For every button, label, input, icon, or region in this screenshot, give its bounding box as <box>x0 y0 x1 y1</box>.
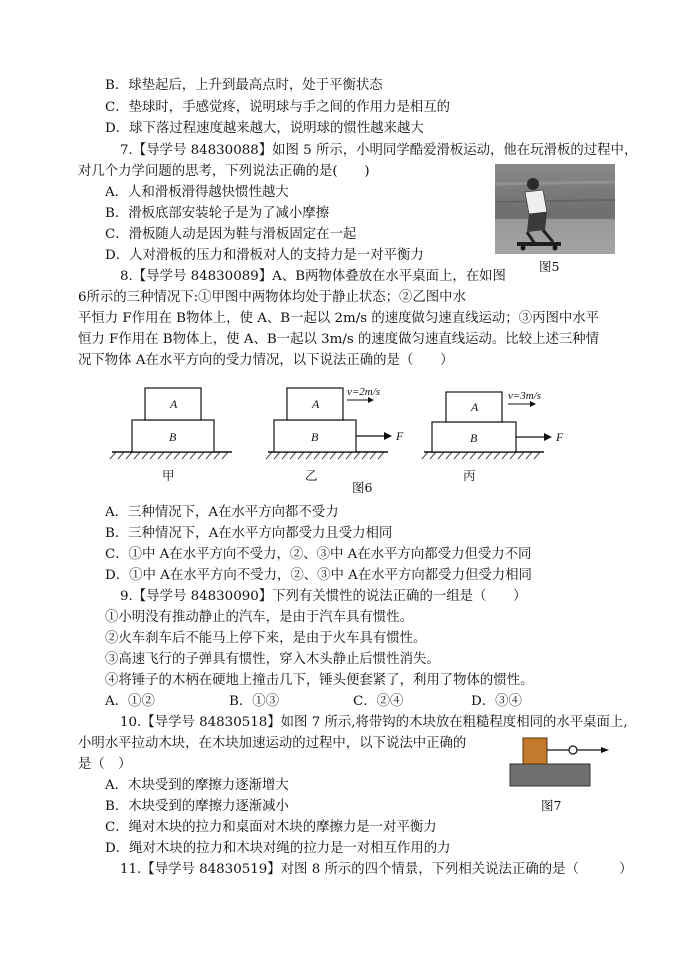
figure-7-diagram <box>505 732 615 788</box>
q10-option-b: B．木块受到的摩擦力逐渐减小 <box>105 799 289 814</box>
q9-option-b: B．①③ <box>229 694 280 709</box>
q7-stem: 7.【导学号 84830088】如图 5 所示，小明同学酷爱滑板运动，他在玩滑板的过程中， <box>120 143 638 158</box>
block-a-label-jia: A <box>170 397 178 411</box>
q10-option-a: A．木块受到的摩擦力逐渐增大 <box>105 778 289 793</box>
q8-stem-cont2: 平恒力 F作用在 B物体上，使 A、B一起以 2m/s 的速度做匀速直线运动；③丙图中水平 <box>78 311 600 326</box>
q8-stem: 8.【导学号 84830089】A、B两物体叠放在水平桌面上，在如图 <box>120 269 506 284</box>
diagram-bing <box>422 390 564 459</box>
diagram-jia <box>110 388 232 459</box>
q10-option-d: D．绳对木块的拉力和木块对绳的拉力是一对相互作用的力 <box>105 841 451 856</box>
q7-option-b: B．滑板底部安装轮子是为了减小摩擦 <box>105 206 330 221</box>
q9-statement-4: ④将锤子的木柄在硬地上撞击几下，锤头便套紧了，利用了物体的惯性。 <box>105 673 534 688</box>
q8-option-b: B．三种情况下，A在水平方向都受力且受力相同 <box>105 526 393 541</box>
force-label-bing: F <box>556 430 564 444</box>
figure-7-caption: 图7 <box>541 798 562 813</box>
q7-stem-cont: 对几个力学问题的思考，下列说法正确的是( ) <box>78 164 370 179</box>
q8-option-a: A．三种情况下，A在水平方向都不受力 <box>105 505 339 520</box>
figure-6-label-jia: 甲 <box>162 468 175 483</box>
hook-ring <box>569 746 577 754</box>
q9-options <box>105 692 522 712</box>
q7-option-a: A．人和滑板滑得越快惯性越大 <box>105 185 289 200</box>
figure-6-label-yi: 乙 <box>305 468 318 483</box>
q8-stem-cont1: 6所示的三种情况下:①甲图中两物体均处于静止状态；②乙图中水 <box>78 290 466 305</box>
tabletop <box>510 764 590 786</box>
block-b-label-bing: B <box>470 431 478 445</box>
q9-option-d: D．③④ <box>471 694 522 709</box>
q9-stem: 9.【导学号 84830090】下列有关惯性的说法正确的一组是（ ） <box>120 589 527 604</box>
q9-option-a: A．①② <box>105 694 155 709</box>
q9-statement-1: ①小明没有推动静止的汽车，是由于汽车具有惯性。 <box>105 610 413 625</box>
figure-6-label-bing: 丙 <box>463 468 476 483</box>
block-a-label-yi: A <box>312 397 320 411</box>
velocity-label-bing: v=3m/s <box>508 390 542 402</box>
q8-stem-cont4: 况下物体 A在水平方向的受力情况，以下说法正确的是（ ） <box>78 353 454 368</box>
block-a-label-bing: A <box>471 400 479 414</box>
q11-stem: 11.【导学号 84830519】对图 8 所示的四个情景，下列相关说法正确的是（ ） <box>120 862 633 877</box>
force-label-yi: F <box>396 429 404 443</box>
diagram-yi <box>266 386 404 459</box>
velocity-label-yi: v=2m/s <box>347 386 381 398</box>
wooden-block <box>523 738 547 764</box>
q7-option-d: D．人对滑板的压力和滑板对人的支持力是一对平衡力 <box>105 248 424 263</box>
figure-6-caption: 图6 <box>352 480 373 495</box>
q10-stem-cont1: 小明水平拉动木块，在木块加速运动的过程中，以下说法中正确的 <box>78 736 467 751</box>
q9-statement-2: ②火车刹车后不能马上停下来，是由于火车具有惯性。 <box>105 631 427 646</box>
q9-statement-3: ③高速飞行的子弹具有惯性，穿入木头静止后惯性消失。 <box>105 652 440 667</box>
q10-stem: 10.【导学号 84830518】如图 7 所示,将带钩的木块放在粗糙程度相同的水平桌面上, <box>120 715 628 730</box>
skateboard-photo <box>495 164 615 254</box>
q8-option-d: D．①中 A在水平方向不受力，②、③中 A在水平方向都受力但受力相同 <box>105 568 532 583</box>
q7-option-c: C．滑板随人动是因为鞋与滑板固定在一起 <box>105 227 357 242</box>
q9-option-c: C．②④ <box>353 694 404 709</box>
q10-option-c: C．绳对木块的拉力和桌面对木块的摩擦力是一对平衡力 <box>105 820 437 835</box>
figure-5-caption: 图5 <box>539 259 560 274</box>
q6-option-c: C．垫球时，手感觉疼，说明球与手之间的作用力是相互的 <box>105 100 451 115</box>
q8-stem-cont3: 恒力 F作用在 B物体上，使 A、B一起以 3m/s 的速度做匀速直线运动。比较上述三种情 <box>78 332 600 347</box>
q8-option-c: C．①中 A在水平方向不受力，②、③中 A在水平方向都受力但受力不同 <box>105 547 532 562</box>
block-b-label-yi: B <box>311 430 319 444</box>
q10-stem-cont2: 是（ ） <box>78 757 132 772</box>
q6-option-b: B．球垫起后，上升到最高点时，处于平衡状态 <box>105 78 383 93</box>
block-b-label-jia: B <box>169 430 177 444</box>
q6-option-d: D．球下落过程速度越来越大，说明球的惯性越来越大 <box>105 121 424 136</box>
